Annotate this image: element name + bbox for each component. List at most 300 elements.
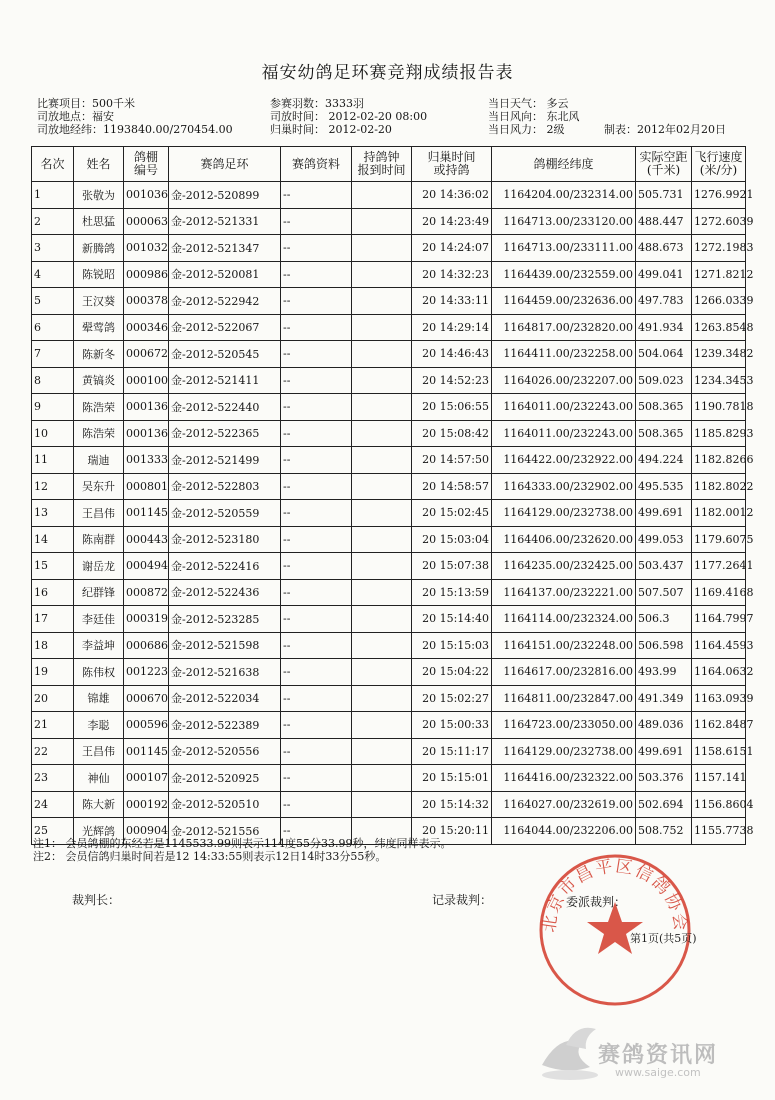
cell-info: -- [281, 261, 352, 288]
cell-speed: 1156.8604 [692, 791, 746, 818]
cell-rank: 23 [32, 765, 74, 792]
table-row [32, 341, 746, 368]
cell-name: 王汉葵 [74, 288, 124, 315]
referee-signature-label: 裁判长： [72, 893, 121, 907]
cell-clock [352, 632, 412, 659]
cell-distance: 488.673 [636, 235, 692, 262]
cell-ring: 金-2012-522389 [169, 712, 281, 739]
cell-info: -- [281, 659, 352, 686]
cell-distance: 502.694 [636, 791, 692, 818]
results-body [32, 182, 754, 845]
table-row [32, 314, 746, 341]
table-row [32, 235, 746, 262]
cell-clock [352, 394, 412, 421]
cell-ring: 金-2012-522034 [169, 685, 281, 712]
cell-distance: 499.691 [636, 500, 692, 527]
cell-name: 张敬为 [74, 182, 124, 209]
watermark-name: 赛鸽资讯网 [598, 1043, 719, 1068]
cell-coords: 1164151.00/232248.00 [492, 632, 636, 659]
table-row [32, 394, 746, 421]
cell-name: 新腾鸽 [74, 235, 124, 262]
cell-rank: 15 [32, 553, 74, 580]
cell-ring: 金-2012-522416 [169, 553, 281, 580]
weather: 当日天气： 多云 [488, 97, 569, 110]
cell-loft-no: 000801 [124, 473, 169, 500]
cell-arrival: 20 15:11:17 [412, 738, 492, 765]
cell-ring: 金-2012-522436 [169, 579, 281, 606]
cell-distance: 488.447 [636, 208, 692, 235]
recorder-signature-label: 记录裁判： [432, 893, 493, 907]
table-row [32, 791, 746, 818]
cell-rank: 17 [32, 606, 74, 633]
cell-speed: 1266.0339 [692, 288, 746, 315]
cell-arrival: 20 15:14:40 [412, 606, 492, 633]
table-row [32, 579, 746, 606]
cell-clock [352, 235, 412, 262]
cell-name: 陈伟权 [74, 659, 124, 686]
cell-speed: 1182.8022 [692, 473, 746, 500]
cell-clock [352, 420, 412, 447]
cell-loft-no: 001145 [124, 500, 169, 527]
cell-speed: 1158.6151 [692, 738, 746, 765]
cell-info: -- [281, 579, 352, 606]
cell-clock [352, 500, 412, 527]
cell-info: -- [281, 420, 352, 447]
table-row [32, 182, 746, 209]
cell-coords: 1164235.00/232425.00 [492, 553, 636, 580]
table-row [32, 659, 746, 686]
cell-arrival: 20 15:13:59 [412, 579, 492, 606]
cell-speed: 1164.0632 [692, 659, 746, 686]
cell-arrival: 20 14:32:23 [412, 261, 492, 288]
header-arrival: 归巢时间 或持鸽 [412, 147, 492, 182]
cell-loft-no: 000100 [124, 367, 169, 394]
cell-arrival: 20 15:02:27 [412, 685, 492, 712]
wind-direction: 当日风向： 东北风 [488, 110, 580, 123]
cell-name: 陈南群 [74, 526, 124, 553]
note-2: 注2： 会员信鸽归巢时间若是12 14:33:55则表示12日14时33分55秒。 [33, 850, 387, 863]
cell-info: -- [281, 712, 352, 739]
cell-ring: 金-2012-521638 [169, 659, 281, 686]
cell-loft-no: 001036 [124, 182, 169, 209]
cell-loft-no: 000872 [124, 579, 169, 606]
cell-info: -- [281, 447, 352, 474]
cell-arrival: 20 15:03:04 [412, 526, 492, 553]
table-row [32, 447, 746, 474]
header-row [32, 147, 746, 182]
race-item: 比赛项目：500千米 [37, 97, 135, 110]
cell-loft-no: 000596 [124, 712, 169, 739]
cell-arrival: 20 14:52:23 [412, 367, 492, 394]
cell-info: -- [281, 473, 352, 500]
cell-name: 神仙 [74, 765, 124, 792]
info-column-3 [488, 97, 580, 136]
cell-arrival: 20 15:00:33 [412, 712, 492, 739]
cell-rank: 14 [32, 526, 74, 553]
seal-text: 北京市昌平区信鸽协会 [539, 856, 691, 934]
cell-speed: 1263.8548 [692, 314, 746, 341]
cell-name: 杜思猛 [74, 208, 124, 235]
cell-coords: 1164011.00/232243.00 [492, 420, 636, 447]
cell-speed: 1272.1983 [692, 235, 746, 262]
cell-clock [352, 447, 412, 474]
cell-ring: 金-2012-523180 [169, 526, 281, 553]
cell-clock [352, 473, 412, 500]
cell-ring: 金-2012-521598 [169, 632, 281, 659]
cell-info: -- [281, 235, 352, 262]
cell-speed: 1239.3482 [692, 341, 746, 368]
cell-clock [352, 553, 412, 580]
cell-speed: 1169.4168 [692, 579, 746, 606]
cell-distance: 507.507 [636, 579, 692, 606]
cell-name: 陈浩荣 [74, 420, 124, 447]
cell-loft-no: 001333 [124, 447, 169, 474]
cell-clock [352, 606, 412, 633]
cell-distance: 506.598 [636, 632, 692, 659]
header-speed: 飞行速度 (米/分) [692, 147, 746, 182]
cell-name: 光辉鸽 [74, 818, 124, 845]
cell-name: 瑞迪 [74, 447, 124, 474]
cell-rank: 20 [32, 685, 74, 712]
cell-name: 翚莺鸽 [74, 314, 124, 341]
cell-loft-no: 001145 [124, 738, 169, 765]
cell-ring: 金-2012-520925 [169, 765, 281, 792]
cell-speed: 1276.9921 [692, 182, 746, 209]
cell-speed: 1271.8212 [692, 261, 746, 288]
table-row [32, 420, 746, 447]
cell-ring: 金-2012-522067 [169, 314, 281, 341]
results-table [31, 146, 754, 845]
cell-info: -- [281, 394, 352, 421]
cell-coords: 1164011.00/232243.00 [492, 394, 636, 421]
notes [33, 837, 451, 863]
table-row [32, 765, 746, 792]
cell-clock [352, 526, 412, 553]
return-date: 归巢时间： 2012-02-20 [270, 123, 392, 136]
cell-clock [352, 314, 412, 341]
cell-coords: 1164422.00/232922.00 [492, 447, 636, 474]
cell-clock [352, 261, 412, 288]
release-time: 司放时间： 2012-02-20 08:00 [270, 110, 428, 123]
cell-distance: 493.99 [636, 659, 692, 686]
cell-distance: 508.365 [636, 394, 692, 421]
cell-distance: 495.535 [636, 473, 692, 500]
cell-info: -- [281, 606, 352, 633]
info-column-2 [270, 97, 427, 136]
table-row [32, 685, 746, 712]
table-row [32, 553, 746, 580]
header-loft-no: 鸽棚 编号 [124, 147, 169, 182]
cell-ring: 金-2012-521347 [169, 235, 281, 262]
cell-loft-no: 000136 [124, 420, 169, 447]
cell-coords: 1164333.00/232902.00 [492, 473, 636, 500]
cell-clock [352, 685, 412, 712]
cell-name: 陈大新 [74, 791, 124, 818]
cell-speed: 1162.8487 [692, 712, 746, 739]
table-row [32, 500, 746, 527]
cell-ring: 金-2012-520081 [169, 261, 281, 288]
cell-coords: 1164044.00/232206.00 [492, 818, 636, 845]
cell-speed: 1190.7818 [692, 394, 746, 421]
cell-clock [352, 712, 412, 739]
cell-speed: 1272.6039 [692, 208, 746, 235]
cell-speed: 1164.4593 [692, 632, 746, 659]
info-column-1 [37, 97, 233, 136]
header-name: 姓名 [74, 147, 124, 182]
delegate-signature-label: 委派裁判： [566, 895, 627, 909]
table-row [32, 288, 746, 315]
cell-rank: 9 [32, 394, 74, 421]
cell-ring: 金-2012-522803 [169, 473, 281, 500]
report-title: 福安幼鸽足环赛竞翔成绩报告表 [261, 63, 514, 83]
cell-arrival: 20 15:20:11 [412, 818, 492, 845]
cell-clock [352, 738, 412, 765]
cell-clock [352, 765, 412, 792]
cell-coords: 1164817.00/232820.00 [492, 314, 636, 341]
cell-name: 王昌伟 [74, 738, 124, 765]
cell-info: -- [281, 208, 352, 235]
cell-speed: 1179.6075 [692, 526, 746, 553]
cell-rank: 1 [32, 182, 74, 209]
header-coords: 鸽棚经纬度 [492, 147, 636, 182]
cell-speed: 1157.141 [692, 765, 746, 792]
cell-coords: 1164713.00/233111.00 [492, 235, 636, 262]
cell-arrival: 20 14:57:50 [412, 447, 492, 474]
cell-speed: 1177.2641 [692, 553, 746, 580]
cell-rank: 16 [32, 579, 74, 606]
cell-rank: 3 [32, 235, 74, 262]
cell-coords: 1164439.00/232559.00 [492, 261, 636, 288]
cell-arrival: 20 15:04:22 [412, 659, 492, 686]
cell-clock [352, 182, 412, 209]
cell-arrival: 20 14:23:49 [412, 208, 492, 235]
header-clock: 持鸽钟 报到时间 [352, 147, 412, 182]
cell-rank: 21 [32, 712, 74, 739]
table-row [32, 712, 746, 739]
cell-info: -- [281, 685, 352, 712]
cell-arrival: 20 14:46:43 [412, 341, 492, 368]
page-number: 第1页(共5页) [630, 932, 697, 945]
cell-distance: 504.064 [636, 341, 692, 368]
cell-rank: 5 [32, 288, 74, 315]
cell-clock [352, 579, 412, 606]
cell-info: -- [281, 182, 352, 209]
release-location: 司放地点：福安 [37, 110, 114, 123]
cell-coords: 1164416.00/232322.00 [492, 765, 636, 792]
cell-name: 李益坤 [74, 632, 124, 659]
cell-coords: 1164406.00/232620.00 [492, 526, 636, 553]
cell-coords: 1164723.00/233050.00 [492, 712, 636, 739]
cell-distance: 503.437 [636, 553, 692, 580]
cell-rank: 12 [32, 473, 74, 500]
cell-name: 陈浩荣 [74, 394, 124, 421]
table-row [32, 632, 746, 659]
cell-info: -- [281, 791, 352, 818]
cell-speed: 1182.0012 [692, 500, 746, 527]
cell-ring: 金-2012-522440 [169, 394, 281, 421]
cell-distance: 509.023 [636, 367, 692, 394]
cell-arrival: 20 15:15:01 [412, 765, 492, 792]
cell-coords: 1164459.00/232636.00 [492, 288, 636, 315]
cell-arrival: 20 14:58:57 [412, 473, 492, 500]
cell-loft-no: 001032 [124, 235, 169, 262]
cell-coords: 1164129.00/232738.00 [492, 738, 636, 765]
cell-loft-no: 000904 [124, 818, 169, 845]
cell-arrival: 20 15:07:38 [412, 553, 492, 580]
cell-distance: 499.691 [636, 738, 692, 765]
header-rank: 名次 [32, 147, 74, 182]
cell-speed: 1155.7738 [692, 818, 746, 845]
cell-distance: 508.752 [636, 818, 692, 845]
cell-loft-no: 000672 [124, 341, 169, 368]
cell-coords: 1164129.00/232738.00 [492, 500, 636, 527]
cell-clock [352, 791, 412, 818]
cell-name: 黄镐炎 [74, 367, 124, 394]
cell-info: -- [281, 553, 352, 580]
table-row [32, 367, 746, 394]
cell-info: -- [281, 818, 352, 845]
cell-coords: 1164811.00/232847.00 [492, 685, 636, 712]
cell-clock [352, 367, 412, 394]
header-distance: 实际空距 (千米) [636, 147, 692, 182]
cell-loft-no: 000107 [124, 765, 169, 792]
cell-info: -- [281, 526, 352, 553]
header-info: 赛鸽资料 [281, 147, 352, 182]
cell-clock [352, 288, 412, 315]
cell-info: -- [281, 632, 352, 659]
cell-arrival: 20 14:36:02 [412, 182, 492, 209]
cell-arrival: 20 14:29:14 [412, 314, 492, 341]
cell-rank: 10 [32, 420, 74, 447]
cell-ring: 金-2012-521499 [169, 447, 281, 474]
cell-ring: 金-2012-520559 [169, 500, 281, 527]
cell-info: -- [281, 738, 352, 765]
table-row [32, 526, 746, 553]
cell-rank: 6 [32, 314, 74, 341]
cell-rank: 24 [32, 791, 74, 818]
cell-ring: 金-2012-521331 [169, 208, 281, 235]
cell-info: -- [281, 314, 352, 341]
cell-ring: 金-2012-522365 [169, 420, 281, 447]
cell-speed: 1164.7997 [692, 606, 746, 633]
cell-rank: 11 [32, 447, 74, 474]
made-date: 制表：2012年02月20日 [604, 123, 726, 136]
cell-loft-no: 000378 [124, 288, 169, 315]
cell-name: 陈锐昭 [74, 261, 124, 288]
cell-rank: 22 [32, 738, 74, 765]
cell-rank: 8 [32, 367, 74, 394]
wind-force: 当日风力： 2级 [488, 123, 565, 136]
cell-name: 王昌伟 [74, 500, 124, 527]
release-coordinates: 司放地经纬：1193840.00/270454.00 [37, 123, 233, 136]
cell-distance: 489.036 [636, 712, 692, 739]
cell-distance: 499.041 [636, 261, 692, 288]
cell-clock [352, 341, 412, 368]
cell-speed: 1234.3453 [692, 367, 746, 394]
cell-arrival: 20 15:15:03 [412, 632, 492, 659]
cell-ring: 金-2012-521556 [169, 818, 281, 845]
cell-info: -- [281, 765, 352, 792]
note-1: 注1： 会员鸽棚的东经若是1145533.99则表示114度55分33.99秒，纬度同样表示。 [33, 837, 452, 850]
cell-coords: 1164617.00/232816.00 [492, 659, 636, 686]
cell-coords: 1164026.00/232207.00 [492, 367, 636, 394]
cell-loft-no: 000686 [124, 632, 169, 659]
cell-ring: 金-2012-520510 [169, 791, 281, 818]
cell-ring: 金-2012-521411 [169, 367, 281, 394]
cell-arrival: 20 15:06:55 [412, 394, 492, 421]
table-row [32, 208, 746, 235]
cell-loft-no: 000346 [124, 314, 169, 341]
cell-ring: 金-2012-520899 [169, 182, 281, 209]
cell-loft-no: 000136 [124, 394, 169, 421]
cell-clock [352, 659, 412, 686]
cell-name: 陈新冬 [74, 341, 124, 368]
cell-ring: 金-2012-522942 [169, 288, 281, 315]
cell-info: -- [281, 288, 352, 315]
cell-loft-no: 000670 [124, 685, 169, 712]
cell-arrival: 20 14:33:11 [412, 288, 492, 315]
cell-loft-no: 001223 [124, 659, 169, 686]
cell-rank: 7 [32, 341, 74, 368]
cell-name: 李聪 [74, 712, 124, 739]
cell-rank: 18 [32, 632, 74, 659]
cell-name: 锦雄 [74, 685, 124, 712]
cell-loft-no: 000494 [124, 553, 169, 580]
cell-coords: 1164204.00/232314.00 [492, 182, 636, 209]
cell-loft-no: 000063 [124, 208, 169, 235]
cell-info: -- [281, 341, 352, 368]
cell-ring: 金-2012-523285 [169, 606, 281, 633]
cell-distance: 506.3 [636, 606, 692, 633]
cell-coords: 1164027.00/232619.00 [492, 791, 636, 818]
cell-distance: 508.365 [636, 420, 692, 447]
table-row [32, 473, 746, 500]
cell-rank: 13 [32, 500, 74, 527]
cell-loft-no: 000192 [124, 791, 169, 818]
table-row [32, 606, 746, 633]
cell-distance: 505.731 [636, 182, 692, 209]
table-row [32, 261, 746, 288]
entry-count: 参赛羽数：3333羽 [270, 97, 364, 110]
cell-loft-no: 000319 [124, 606, 169, 633]
cell-rank: 19 [32, 659, 74, 686]
cell-name: 谢岳龙 [74, 553, 124, 580]
cell-speed: 1182.8266 [692, 447, 746, 474]
table-row [32, 738, 746, 765]
cell-rank: 25 [32, 818, 74, 845]
cell-clock [352, 208, 412, 235]
cell-info: -- [281, 367, 352, 394]
cell-loft-no: 000443 [124, 526, 169, 553]
cell-coords: 1164713.00/233120.00 [492, 208, 636, 235]
cell-name: 纪群锋 [74, 579, 124, 606]
cell-arrival: 20 15:08:42 [412, 420, 492, 447]
cell-rank: 4 [32, 261, 74, 288]
cell-arrival: 20 15:02:45 [412, 500, 492, 527]
cell-arrival: 20 14:24:07 [412, 235, 492, 262]
cell-rank: 2 [32, 208, 74, 235]
cell-ring: 金-2012-520545 [169, 341, 281, 368]
cell-name: 李廷佳 [74, 606, 124, 633]
cell-speed: 1163.0939 [692, 685, 746, 712]
cell-speed: 1185.8293 [692, 420, 746, 447]
header-ring: 赛鸽足环 [169, 147, 281, 182]
cell-distance: 499.053 [636, 526, 692, 553]
cell-coords: 1164137.00/232221.00 [492, 579, 636, 606]
cell-arrival: 20 15:14:32 [412, 791, 492, 818]
watermark-url: www.saige.com [615, 1066, 701, 1079]
cell-distance: 503.376 [636, 765, 692, 792]
